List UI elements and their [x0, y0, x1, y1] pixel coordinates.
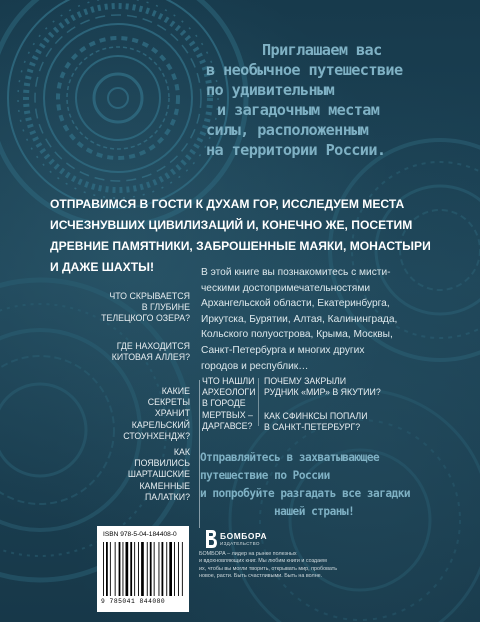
barcode-bar [162, 542, 164, 596]
barcode-bar [178, 542, 179, 596]
question-line: ЧТО НАШЛИ [202, 376, 255, 386]
question-line: КИТОВАЯ АЛЛЕЯ? [111, 352, 190, 363]
description-line: ческими достопримечательностями [201, 282, 371, 294]
intro-line: ОТПРАВИМСЯ В ГОСТИ К ДУХАМ ГОР, ИССЛЕДУЕМ МЕСТА [50, 197, 405, 211]
question-line: КАК [173, 447, 190, 457]
barcode-bar [123, 542, 124, 596]
question-sphinxes [264, 411, 368, 433]
intro-line: ДРЕВНИЕ ПАМЯТНИКИ, ЗАБРОШЕННЫЕ МАЯКИ, МОНАСТЫРИ [50, 239, 431, 253]
publisher-blurb [199, 551, 399, 581]
barcode-digits: 9 785041 844080 [101, 598, 166, 605]
question-teletskoye [101, 291, 190, 325]
question-line: ТЕЛЕЦКОГО ОЗЕРА? [101, 313, 190, 324]
barcode-bar [150, 542, 152, 596]
barcode-bar [130, 542, 132, 596]
question-line: МЕРТВЫХ – [202, 409, 253, 420]
description-line: городов и республик… [201, 360, 309, 372]
description-line: Санкт-Петербурга и многих других [201, 344, 365, 356]
barcode-bar [159, 542, 160, 596]
question-line: ГДЕ НАХОДИТСЯ [116, 341, 190, 351]
description-line: Архангельской области, Екатеринбурга, [201, 298, 390, 310]
question-line: СЕКРЕТЫ [147, 397, 190, 408]
barcode-bar [141, 542, 144, 596]
barcode-bar [126, 542, 129, 596]
call-line: путешествие по России [200, 469, 330, 482]
description-line: Иркутска, Бурятии, Алтая, Калининграда, [201, 313, 398, 325]
intro-line: И ДАЖЕ ШАХТЫ! [50, 260, 154, 274]
call-line: и попробуйте разгадать все загадки [200, 487, 411, 500]
publisher-subtitle: ИЗДАТЕЛЬСТВО [220, 541, 260, 546]
vertical-divider [258, 378, 259, 426]
call-line: нашей страны! [274, 505, 355, 518]
question-line: ШАРТАШСКИЕ [127, 469, 190, 480]
barcode-bar [138, 542, 139, 596]
question-line: ДАРГАВСЕ? [202, 420, 253, 431]
question-line: СТОУНХЕНДЖ? [123, 430, 190, 441]
barcode-bar [182, 542, 183, 596]
blurb-line: их, чтобы вы могли творить, открывать мир, пробовать [199, 565, 338, 572]
headline-line: на территории России. [206, 141, 386, 159]
question-whale-alley [112, 341, 190, 363]
question-line: В САНКТ-ПЕТЕРБУРГ? [264, 422, 361, 433]
barcode-bar [174, 542, 175, 596]
question-line: АРХЕОЛОГИ [202, 387, 256, 398]
question-karelian-stonehenge [123, 386, 190, 442]
description-line: В этой книге вы познакомитесь с мисти- [201, 267, 391, 278]
question-line: РУДНИК «МИР» В ЯКУТИИ? [264, 387, 381, 398]
question-mir-mine [264, 376, 381, 398]
headline-line: силы, расположенным [206, 121, 369, 139]
headline-line: и загадочным местам [217, 101, 380, 119]
call-to-action [200, 449, 475, 521]
blurb-line: новое, расти. Быть счастливыми. Быть на волне. [199, 573, 323, 580]
question-line: ПАЛАТКИ? [144, 491, 190, 502]
barcode-bar [134, 542, 135, 596]
barcode-icon [101, 542, 185, 598]
description [201, 265, 421, 374]
barcode-bar [119, 542, 121, 596]
bombora-logo-icon [204, 529, 218, 549]
question-line: В ГЛУБИНЕ [141, 302, 190, 313]
headline-line: Приглашаем вас [262, 41, 382, 59]
description-line: Кольского полуострова, Крыма, Москвы, [201, 329, 393, 341]
question-line: ЧТО СКРЫВАЕТСЯ [109, 291, 190, 301]
headline [206, 40, 472, 160]
question-line: КАКИЕ [161, 386, 190, 396]
barcode-bar [169, 542, 172, 596]
call-line: Отправляйтесь в захватывающее [200, 451, 380, 464]
question-line: ПОЯВИЛИСЬ [134, 458, 190, 469]
question-line: В ГОРОДЕ [202, 398, 246, 409]
barcode-bar [115, 542, 116, 596]
barcode-bar [103, 542, 104, 596]
question-dargavs [202, 376, 256, 432]
barcode-bar [147, 542, 148, 596]
question-line: КАК СФИНКСЫ ПОПАЛИ [264, 411, 368, 421]
question-shartash-tents [128, 447, 190, 503]
question-line: КАРЕЛЬСКИЙ [131, 419, 190, 430]
barcode-bar [166, 542, 167, 596]
barcode-bar [106, 542, 108, 596]
question-line: ХРАНИТ [154, 408, 190, 419]
intro-line: ИСЧЕЗНУВШИХ ЦИВИЛИЗАЦИЙ И, КОНЕЧНО ЖЕ, ПОСЕТИМ [50, 218, 413, 232]
barcode-bar [110, 542, 111, 596]
barcode-bar [154, 542, 155, 596]
publisher-name: БОМБОРА [220, 531, 268, 541]
blurb-line: БОМБОРА – лидер на рынке полезных [199, 551, 297, 557]
headline-line: по удивительным [206, 81, 335, 99]
barcode [97, 526, 189, 612]
question-line: ПОЧЕМУ ЗАКРЫЛИ [264, 376, 347, 386]
isbn-label: ISBN 978-5-04-184408-0 [103, 531, 177, 538]
headline-line: в необычное путешествие [206, 61, 403, 79]
blurb-line: и вдохновляющих книг. Мы любим книги и создаем [199, 558, 327, 565]
question-line: КАМЕННЫЕ [139, 480, 190, 491]
